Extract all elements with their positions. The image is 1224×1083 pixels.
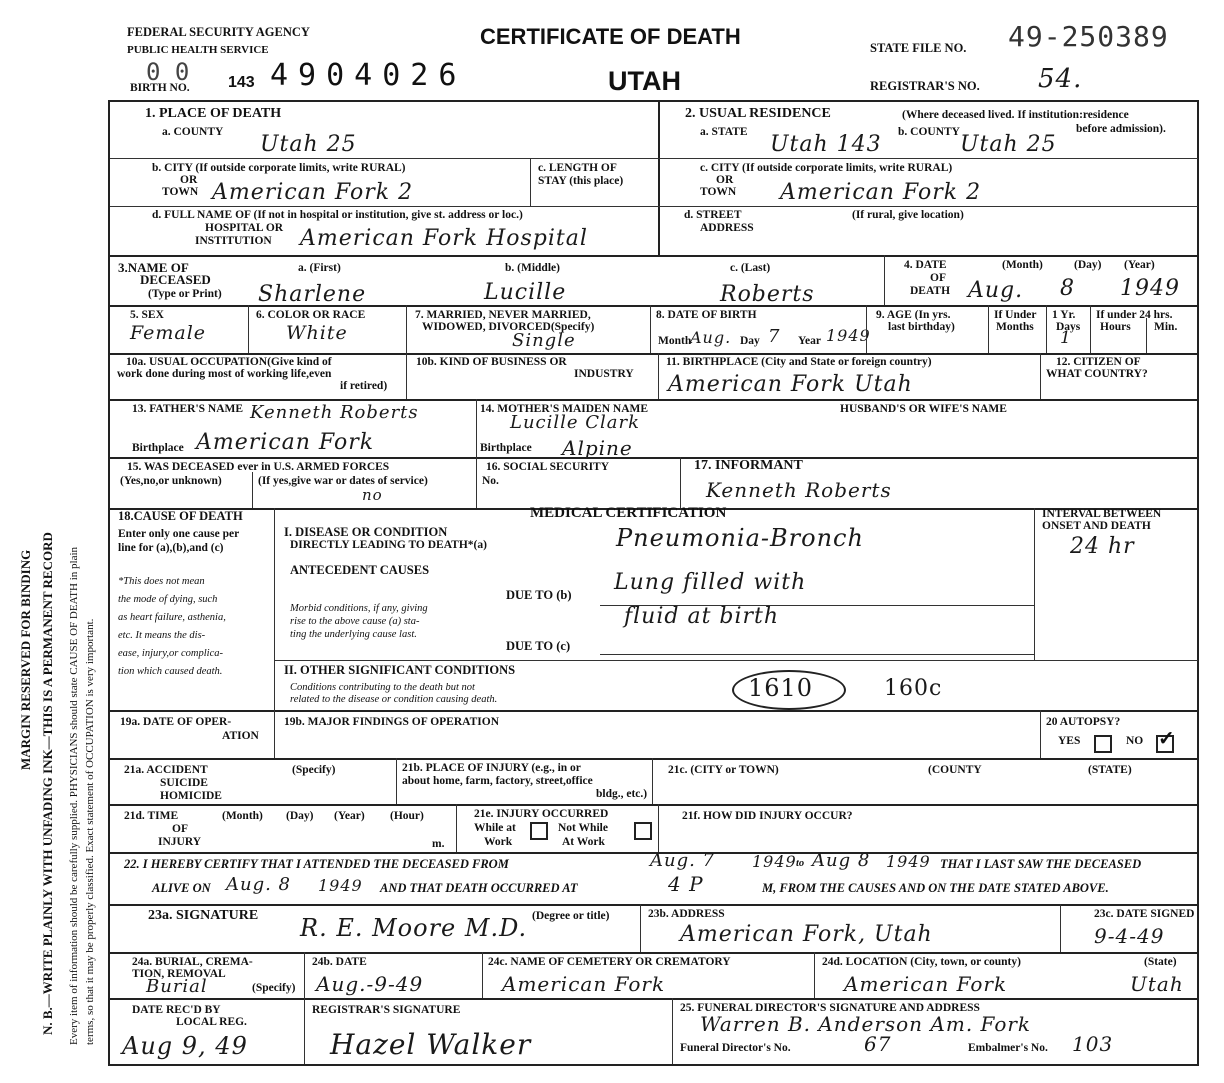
death-time-value: 4 P [668,872,704,896]
birth-no-value: 4904026 [270,58,467,93]
rule [108,804,1199,806]
date-signed-value: 9-4-49 [1094,924,1165,948]
degree-label: (Degree or title) [532,910,610,922]
date-received-label-2: LOCAL REG. [176,1016,247,1028]
last-name-label: c. (Last) [730,262,771,274]
operation-date-label-2: ATION [222,730,259,742]
rule [396,758,397,804]
hospital-label: d. FULL NAME OF (If not in hospital or institution, give st. address or loc.) [152,209,523,221]
residence-county-value: Utah 25 [960,132,1057,157]
birth-month-label: Month [658,335,692,347]
rule [108,353,1199,355]
rule [1046,305,1047,353]
cause-note-6: tion which caused death. [118,666,223,677]
death-city-value: American Fork 2 [212,180,414,205]
injury-time-label: 21d. TIME [124,810,179,822]
cause-note-1: *This does not mean [118,576,205,587]
rule [476,457,477,508]
autopsy-yes-checkbox[interactable] [1094,735,1112,753]
certify-to-label: to [796,858,805,869]
cause-code-1: 1610 [748,674,814,702]
cause-note-3: as heart failure, asthenia, [118,612,226,623]
date-signed-label: 23c. DATE SIGNED [1094,908,1195,920]
funeral-director-no-value: 67 [864,1032,892,1056]
cemetery-value: American Fork [502,972,666,996]
injury-occurred-label: 21e. INJURY OCCURRED [474,808,609,820]
rule [108,710,1199,712]
father-name-label: 13. FATHER'S NAME [132,403,244,415]
rule [650,305,651,353]
alive-on-year: 1949 [318,876,363,895]
operation-date-label: 19a. DATE OF OPER- [120,716,232,728]
interval-label-2: ONSET AND DEATH [1042,520,1151,532]
while-at-work-label-2: Work [484,836,513,848]
residence-city-or: OR [716,174,734,186]
mother-name-value: Lucille Clark [510,412,641,433]
marital-value: Single [512,330,576,351]
while-at-work-label: While at [474,822,516,834]
cemetery-label: 24c. NAME OF CEMETERY OR CREMATORY [488,956,731,968]
rule [988,305,989,353]
death-month-value: Aug. [968,278,1024,303]
informant-value: Kenneth Roberts [706,478,892,502]
alive-on-date: Aug. 8 [226,874,292,895]
marital-label: 7. MARRIED, NEVER MARRIED, [415,309,591,321]
father-name-value: Kenneth Roberts [250,402,419,423]
rule [456,804,457,852]
rule [814,952,815,998]
other-conditions-label: II. OTHER SIGNIFICANT CONDITIONS [284,663,516,677]
death-date-label-3: DEATH [910,285,951,297]
form-bottom-border [108,1064,1199,1066]
rule [1146,318,1147,353]
under-24hr-label: If under 24 hrs. [1096,309,1173,321]
disease-label-2: DIRECTLY LEADING TO DEATH*(a) [290,539,487,551]
rule [108,305,1199,307]
rule [108,399,1199,401]
birth-year-value: 1949 [826,326,871,345]
deceased-name-label-3: (Type or Print) [148,288,222,300]
injury-m-label: m. [432,838,445,850]
birth-year-label: Year [798,335,821,347]
rule [658,158,1198,159]
rule [248,305,249,353]
certify-text-1: 22. I HEREBY CERTIFY THAT I ATTENDED THE DECEASED FROM [124,857,509,871]
rule [108,758,1199,760]
disease-value: Pneumonia-Bronch [616,524,864,552]
injury-time-label-2: OF [172,823,188,835]
certificate-title: CERTIFICATE OF DEATH [480,24,741,49]
under-1yr-label: If Under [994,309,1037,321]
death-city-label: b. CITY (If outside corporate limits, write RURAL) [152,162,406,174]
cause-note-4: etc. It means the dis- [118,630,206,641]
autopsy-no-checkbox[interactable] [1156,728,1175,753]
location-state-label: (State) [1144,956,1177,968]
cause-b-line-1: Lung filled with [614,570,807,595]
rule [680,457,681,508]
middle-name-value: Lucille [484,280,567,305]
injury-state-label: (STATE) [1088,764,1132,776]
registrar-no-value: 54. [1038,64,1083,94]
last-name-value: Roberts [720,282,815,307]
rule [108,952,1199,954]
death-day-label: (Day) [1074,259,1102,271]
birthplace-value: American Fork Utah [668,372,913,397]
autopsy-no-label: NO [1126,735,1144,747]
rule [110,206,658,207]
other-conditions-label-2: Conditions contributing to the death but not [290,682,475,693]
under-1yr-label-2: 1 Yr. [1052,309,1076,321]
deceased-name-label: 3.NAME OF [118,260,189,275]
mother-name-label: 14. MOTHER'S MAIDEN NAME [480,403,649,415]
residence-street-label: d. STREET [684,209,742,221]
due-to-b-label: DUE TO (b) [506,588,572,602]
burial-date-label: 24b. DATE [312,956,367,968]
rule [658,353,659,399]
state-file-label: STATE FILE NO. [870,41,967,55]
rule [108,255,1199,257]
mother-birthplace-label: Birthplace [480,442,532,454]
not-while-at-work-label: Not While [558,822,608,834]
usual-residence-heading: 2. USUAL RESIDENCE [685,106,831,121]
rule [482,952,483,998]
autopsy-label: 20 AUTOPSY? [1046,716,1121,728]
birth-day-label: Day [740,335,760,347]
marital-label-2: WIDOWED, DIVORCED(Specify) [422,321,595,333]
occupation-label-3: if retired) [340,380,388,392]
injury-city-label: 21c. (CITY or TOWN) [668,764,779,776]
injury-place-label-3: bldg., etc.) [596,788,648,800]
social-security-label: 16. SOCIAL SECURITY [486,461,610,473]
birth-no-handwritten: 0 0 [146,58,190,86]
age-label-2: last birthday) [888,321,955,333]
signer-address-value: American Fork, Utah [680,922,933,947]
injury-county-label: (COUNTY [928,764,982,776]
state-name: UTAH [608,66,681,96]
burial-specify-label: (Specify) [252,982,296,994]
cause-b-line-2: fluid at birth [624,604,780,629]
age-label: 9. AGE (In yrs. [876,309,951,321]
death-date-label: 4. DATE [904,259,947,271]
margin-instruction-line-1: Every item of information should be carefully supplied. PHYSICIANS should state CAUSE OF DEATH in plain [68,546,80,1045]
rule [658,804,659,852]
location-state-value: Utah [1130,972,1184,996]
birth-date-label: 8. DATE OF BIRTH [656,309,757,321]
occupation-label-2: work done during most of working life,even [117,368,332,380]
rule [600,605,1034,606]
morbid-label: Morbid conditions, if any, giving [290,603,428,614]
place-of-death-heading: 1. PLACE OF DEATH [145,106,282,121]
residence-county-label: b. COUNTY [898,126,960,138]
medical-certification-heading: MEDICAL CERTIFICATION [530,505,727,521]
accident-label-3: HOMICIDE [160,790,222,802]
armed-forces-label-2: (Yes,no,or unknown) [120,475,222,487]
certify-to-date: Aug 8 [812,850,871,871]
business-label-2: INDUSTRY [574,368,634,380]
alive-on-label: ALIVE ON [152,881,211,895]
birth-no-label: BIRTH NO. [130,82,190,94]
rule [108,904,1199,906]
race-value: White [286,322,348,344]
injury-hour-label: (Hour) [390,810,424,822]
signature-value: R. E. Moore M.D. [300,914,528,942]
accident-label: 21a. ACCIDENT [124,764,208,776]
residence-street-note: (If rural, give location) [852,209,964,221]
sex-value: Female [130,322,207,344]
occupation-label: 10a. USUAL OCCUPATION(Give kind of [126,356,332,368]
rule [304,952,305,998]
agency-name: FEDERAL SECURITY AGENCY [127,25,310,39]
deceased-name-label-2: DECEASED [140,272,211,287]
hospital-label-3: INSTITUTION [195,235,272,247]
rule [274,660,1198,661]
rule [600,654,1034,655]
residence-state-label: a. STATE [700,126,748,138]
check-mark-icon: ✓ [1158,728,1175,750]
form-right-border [1197,100,1199,1065]
date-received-value: Aug 9, 49 [122,1032,248,1060]
injury-day-label: (Day) [286,810,314,822]
death-occurred-label: AND THAT DEATH OCCURRED AT [380,881,578,895]
other-conditions-label-3: related to the disease or condition causing death. [290,694,498,705]
informant-label: 17. INFORMANT [694,458,803,473]
cause-instr-1: Enter only one cause per [118,528,240,540]
injury-place-label-2: about home, farm, factory, street,office [402,775,593,787]
accident-label-2: SUICIDE [160,777,208,789]
death-year-label: (Year) [1124,259,1155,271]
rule [304,998,305,1064]
antecedent-label: ANTECEDENT CAUSES [290,563,430,577]
rule [108,998,1199,1000]
rule [406,353,407,399]
not-while-at-work-checkbox[interactable] [634,822,652,840]
signature-label: 23a. SIGNATURE [148,908,259,923]
social-security-label-2: No. [482,475,499,487]
rule [1034,508,1035,660]
birth-no-prefix: 143 [228,74,255,91]
hospital-value: American Fork Hospital [300,226,588,251]
interval-label: INTERVAL BETWEEN [1042,508,1162,520]
death-city-town: TOWN [162,186,199,198]
divider-place-residence [658,100,660,255]
birth-day-value: 7 [768,326,781,347]
residence-street-label-2: ADDRESS [700,222,754,234]
cause-note-2: the mode of dying, such [118,594,218,605]
armed-forces-label: 15. WAS DECEASED ever in U.S. ARMED FORCES [127,461,390,473]
rule [1090,305,1091,353]
morbid-label-3: ting the underlying cause last. [290,629,417,640]
death-year-value: 1949 [1120,276,1180,301]
certify-to-year: 1949 [886,852,931,871]
residence-note-2: before admission). [1076,123,1166,135]
residence-city-value: American Fork 2 [780,180,982,205]
rule [1040,353,1041,399]
length-of-stay-label-2: STAY (this place) [538,175,624,187]
birth-month-value: Aug. [690,328,732,347]
rule [252,472,253,508]
days-label: Days [1056,321,1081,333]
how-injury-label: 21f. HOW DID INJURY OCCUR? [682,810,853,822]
location-label: 24d. LOCATION (City, town, or county) [822,956,1021,968]
certify-from-year: 1949 [752,852,797,871]
operation-findings-label: 19b. MAJOR FINDINGS OF OPERATION [284,716,499,728]
rule [652,758,653,804]
rule [406,305,407,353]
spouse-name-label: HUSBAND'S OR WIFE'S NAME [840,403,1007,415]
rule [884,255,885,305]
hospital-label-2: HOSPITAL OR [205,222,284,234]
injury-month-label: (Month) [222,810,263,822]
burial-label: 24a. BURIAL, CREMA- [132,956,253,968]
location-value: American Fork [844,972,1008,996]
signer-address-label: 23b. ADDRESS [648,908,725,920]
death-county-label: a. COUNTY [162,126,224,138]
cause-code-2: 160c [884,676,943,701]
rule [530,158,531,206]
form-left-border [108,100,110,1065]
certify-from-date: Aug. 7 [650,850,716,871]
rule [658,206,1198,207]
while-at-work-checkbox[interactable] [530,822,548,840]
embalmer-no-label: Embalmer's No. [968,1042,1048,1054]
death-county-value: Utah 25 [260,132,357,157]
disease-label: I. DISEASE OR CONDITION [284,525,448,539]
injury-place-label: 21b. PLACE OF INJURY (e.g., in or [402,762,581,774]
due-to-c-label: DUE TO (c) [506,639,571,653]
funeral-director-label: 25. FUNERAL DIRECTOR'S SIGNATURE AND ADDRESS [680,1002,980,1014]
death-date-label-2: OF [930,272,946,284]
registrar-signature-label: REGISTRAR'S SIGNATURE [312,1004,461,1016]
injury-year-label: (Year) [334,810,365,822]
residence-state-value: Utah 143 [770,132,882,157]
age-days-value: 1 [1060,328,1072,348]
burial-value: Burial [146,976,208,997]
form-top-border [108,100,1199,102]
death-city-or: OR [180,174,198,186]
birthplace-label: 11. BIRTHPLACE (City and State or foreign country) [666,356,932,368]
residence-note: (Where deceased lived. If institution:residence [902,109,1129,121]
funeral-director-no-label: Funeral Director's No. [680,1042,791,1054]
not-while-at-work-label-2: At Work [562,836,605,848]
rule [1040,710,1041,758]
registrar-no-label: REGISTRAR'S NO. [870,79,980,93]
burial-label-2: TION, REMOVAL [132,968,226,980]
father-birthplace-label: Birthplace [132,442,184,454]
residence-city-town: TOWN [700,186,737,198]
funeral-director-value: Warren B. Anderson Am. Fork [700,1012,1032,1036]
rule [274,508,275,710]
burial-date-value: Aug.-9-49 [316,972,424,996]
race-label: 6. COLOR OR RACE [256,309,366,321]
rule [1060,904,1061,952]
cause-note-5: ease, injury,or complica- [118,648,223,659]
rule [108,457,1199,459]
margin-notice-text: N. B.—WRITE PLAINLY WITH UNFADING INK—THIS IS A PERMANENT RECORD [40,532,55,1035]
rule [110,158,658,159]
state-file-number: 49-250389 [1008,20,1169,53]
rule [866,305,867,353]
cause-heading: 18.CAUSE OF DEATH [118,509,243,523]
morbid-label-2: rise to the above cause (a) sta- [290,616,420,627]
sex-label: 5. SEX [130,309,164,321]
father-birthplace-value: American Fork [196,430,375,455]
mother-birthplace-value: Alpine [562,436,633,460]
armed-forces-label-3: (If yes,give war or dates of service) [258,475,428,487]
autopsy-yes-label: YES [1058,735,1081,747]
margin-binding-text: MARGIN RESERVED FOR BINDING [18,549,33,770]
registrar-signature-value: Hazel Walker [330,1028,532,1061]
rule [640,904,641,952]
length-of-stay-label: c. LENGTH OF [538,162,617,174]
injury-time-label-3: INJURY [158,836,202,848]
date-received-label: DATE REC'D BY [132,1004,221,1016]
rule [672,998,673,1064]
margin-instruction-line-2: terms, so that it may be properly classified. Exact statement of OCCUPATION is very important. [84,618,96,1045]
embalmer-no-value: 103 [1072,1032,1114,1056]
first-name-label: a. (First) [298,262,341,274]
certify-text-3: M, FROM THE CAUSES AND ON THE DATE STATED ABOVE. [762,881,1109,895]
middle-name-label: b. (Middle) [505,262,560,274]
first-name-value: Sharlene [258,282,367,307]
armed-forces-value: no [362,486,383,504]
certify-text-2: THAT I LAST SAW THE DECEASED [940,857,1142,871]
months-label: Months [996,321,1034,333]
death-day-value: 8 [1060,276,1075,301]
service-name: PUBLIC HEALTH SERVICE [127,44,269,56]
accident-specify-label: (Specify) [292,764,336,776]
business-label: 10b. KIND OF BUSINESS OR [416,356,567,368]
residence-city-label: c. CITY (If outside corporate limits, write RURAL) [700,162,953,174]
rule [476,399,477,457]
interval-value: 24 hr [1070,534,1135,559]
citizen-label-2: WHAT COUNTRY? [1046,368,1148,380]
death-month-label: (Month) [1002,259,1043,271]
rule [274,710,275,758]
min-label: Min. [1154,321,1178,333]
cause-instr-2: line for (a),(b),and (c) [118,542,224,554]
hours-label: Hours [1100,321,1131,333]
citizen-label: 12. CITIZEN OF [1056,356,1141,368]
